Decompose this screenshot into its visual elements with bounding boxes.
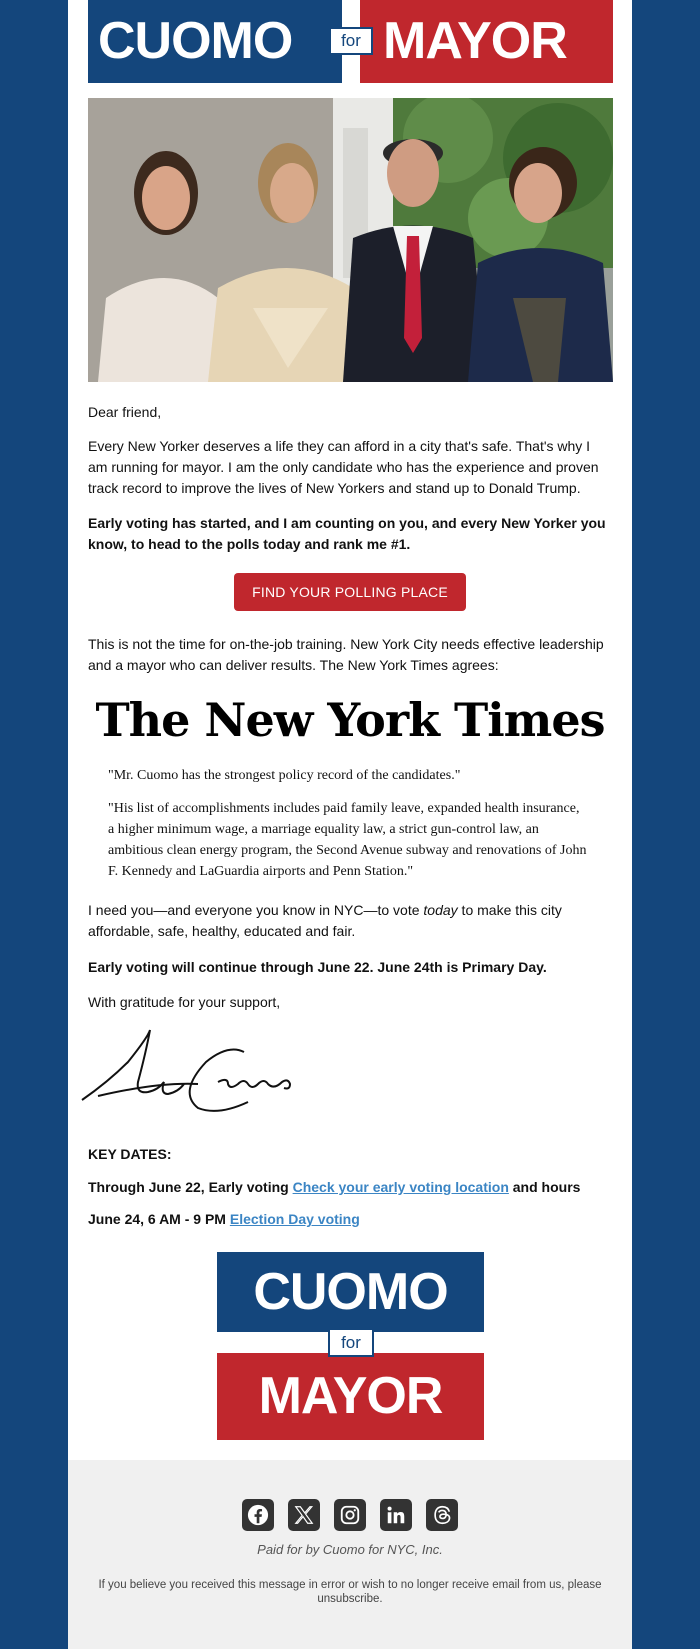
greeting: Dear friend, [88,404,162,420]
header-banner [88,0,613,83]
banner-word-cuomo: CUOMO [98,12,293,70]
vote-today-emphasis: today [423,902,458,918]
paragraph-early-voting: Early voting has started, and I am counting on you, and every New Yorker you know, to head to the polls today and rank me #1. [88,515,606,552]
nyt-quote-2: "His list of accomplishments includes paid family leave, expanded health insurance, a higher minimum wage, a marriage equality law, a strict gun-control law, an ambitious clean energy program, the Second Avenue subway and renovations of John F. Kennedy and LaGuardia airports and Penn Station." [108,801,587,879]
paragraph-intro: Every New Yorker deserves a life they can afford in a city that's safe. That's why I am running for mayor. I am the only candidate who has the experience and proven track record to improve the lives of New Yorkers and stand up to Donald Trump. [88,438,599,496]
paid-for-disclaimer: Paid for by Cuomo for NYC, Inc. [257,1542,443,1557]
election-day-voting-link[interactable]: Election Day voting [229,1211,360,1227]
threads-icon[interactable] [426,1499,458,1531]
vote-today-text-2: to make this city affordable, safe, healthy, educated and fair. [88,902,562,939]
cuomo-for-mayor-logo [217,1252,484,1440]
signature [78,1022,298,1117]
paragraph-vote-today [88,900,608,942]
key-date-early-suffix: and hours [508,1179,581,1195]
key-date-election-day [88,1209,608,1230]
social-links [242,1499,462,1531]
paragraph-leadership: This is not the time for on-the-job training. New York City needs effective leadership and a mayor who can deliver results. The New York Times agrees: [88,636,604,673]
key-date-early-text: Through June 22, Early voting [88,1179,293,1195]
key-date-election-text: June 24, 6 AM - 9 PM [88,1211,230,1227]
instagram-icon[interactable] [334,1499,366,1531]
logo-word-mayor: MAYOR [217,1353,484,1440]
logo-word-cuomo: CUOMO [217,1252,484,1332]
banner-for-label: for [329,27,373,55]
nyt-logo: The New York Times [95,693,605,747]
logo-for-label: for [328,1328,374,1357]
closing-line: With gratitude for your support, [88,994,281,1010]
vote-today-text-1: I need you—and everyone you know in NYC—to vote [88,902,424,918]
find-polling-place-button[interactable]: FIND YOUR POLLING PLACE [234,573,466,611]
x-icon[interactable] [288,1499,320,1531]
campaign-photo [88,98,613,382]
key-dates-heading: KEY DATES: [88,1146,172,1162]
nyt-quote-1: "Mr. Cuomo has the strongest policy record of the candidates." [108,768,461,783]
early-voting-location-link[interactable]: Check your early voting location [292,1179,509,1195]
unsubscribe-notice: If you believe you received this message in error or wish to no longer receive email from us, please unsubscribe. [98,1579,602,1605]
email-body [68,0,632,1649]
linkedin-icon[interactable] [380,1499,412,1531]
paragraph-early-voting-dates: Early voting will continue through June 22. June 24th is Primary Day. [88,959,547,975]
key-date-early-voting [88,1177,608,1198]
facebook-icon[interactable] [242,1499,274,1531]
banner-word-mayor: MAYOR [383,12,567,70]
footer [68,1460,632,1649]
